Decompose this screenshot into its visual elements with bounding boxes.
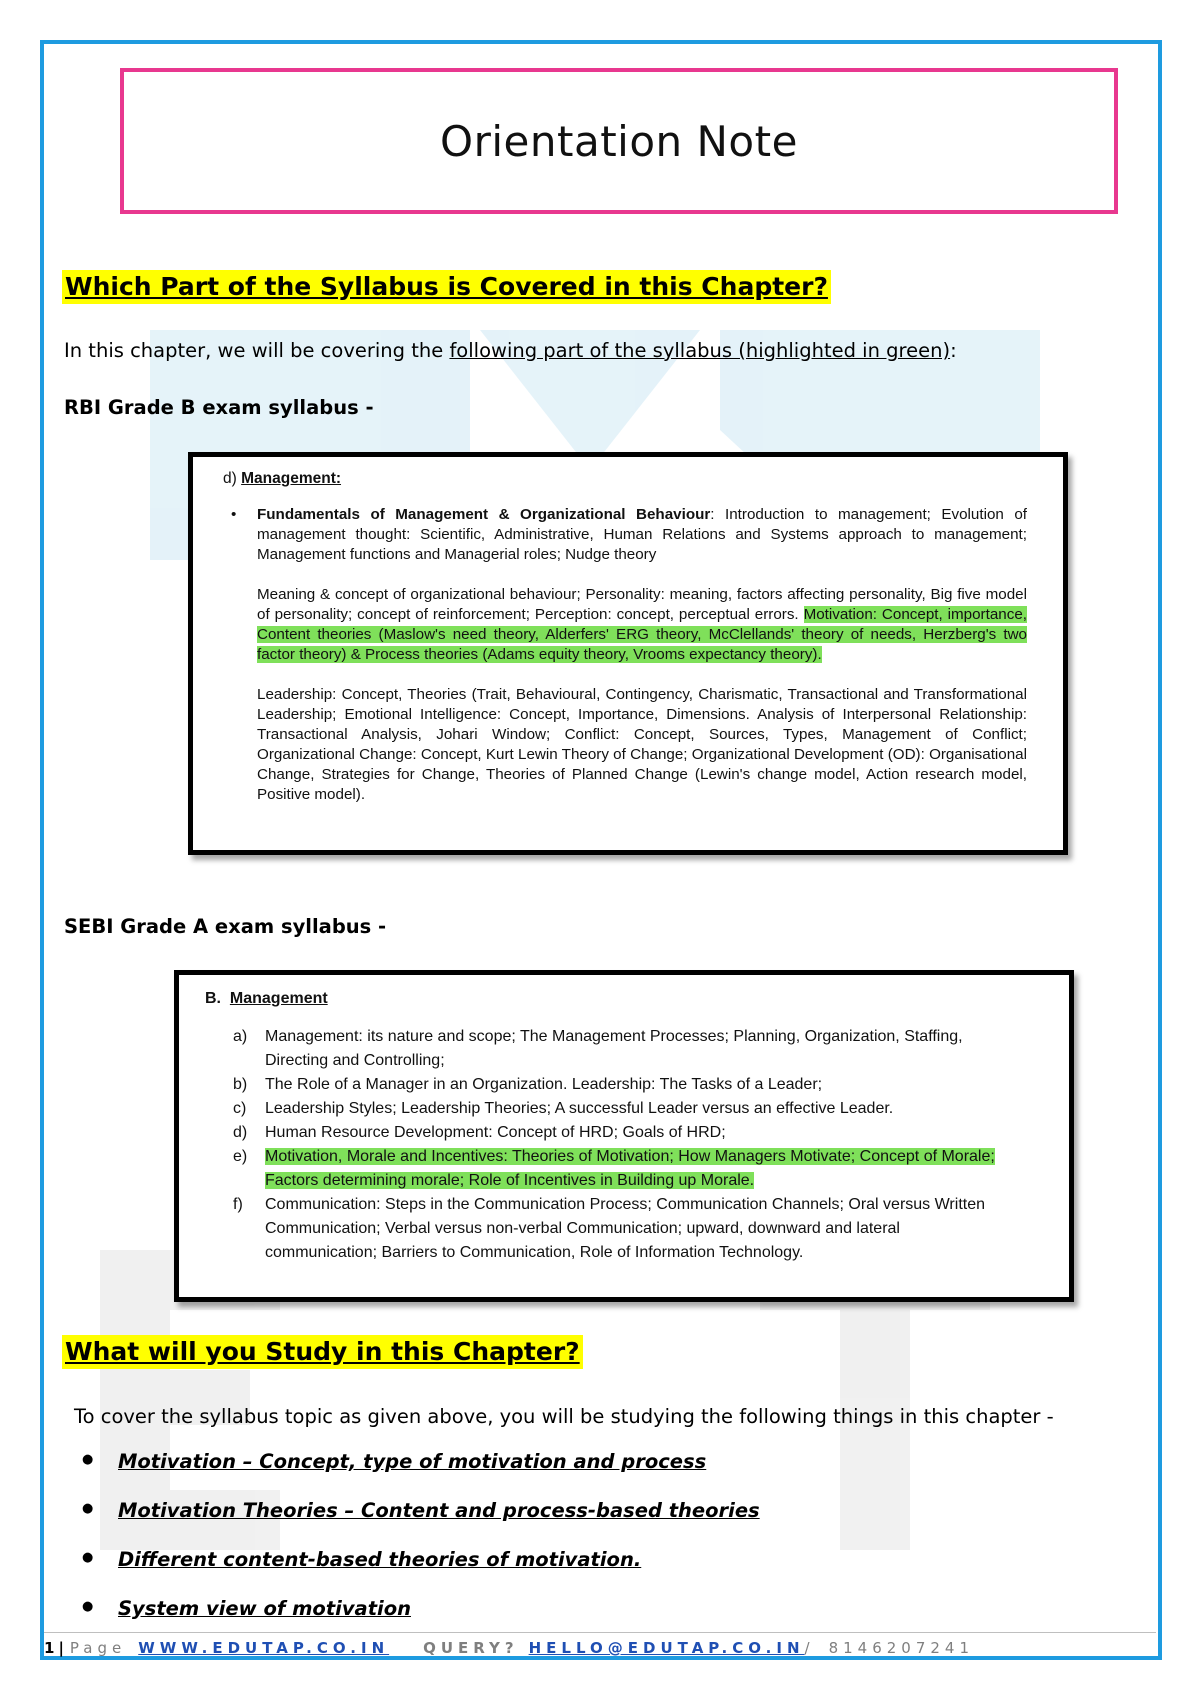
item-num: a) — [233, 1028, 248, 1045]
item-num: e) — [233, 1148, 248, 1165]
syllabus-intro — [64, 338, 957, 364]
study-heading: What will you Study in this Chapter? — [62, 1335, 583, 1369]
intro-plain: In this chapter, we will be covering the — [64, 339, 450, 362]
page-number: 1 — [44, 1639, 55, 1657]
sebi-heading-num: B. — [205, 990, 221, 1007]
email-link[interactable]: HELLO@EDUTAP.CO.IN — [528, 1639, 805, 1657]
list-item — [233, 1193, 999, 1265]
syllabus-heading: Which Part of the Syllabus is Covered in this Chapter? — [62, 270, 831, 304]
study-bullet: ● System view of motivation — [82, 1597, 760, 1646]
title-box — [120, 68, 1118, 214]
rbi-heading-text: Management: — [241, 470, 342, 487]
page-footer — [44, 1638, 1156, 1658]
rbi-para2 — [231, 585, 1027, 665]
footer-slash: / — [804, 1639, 815, 1657]
rbi-para2-plain: Meaning & concept of organizational behaviour; Personality: meaning, factors affecting personality, Big five model of personality; concept of reinforcement; Perception: concept, perceptual errors. — [257, 586, 1027, 623]
item-text: Communication: Steps in the Communication Process; Communication Channels; Oral versus Written Communication; Verbal versus non-verbal Communication; upward, downward and lateral communication; Barriers to Communication, Role of Information Technology. — [265, 1196, 985, 1261]
intro-underlined: following part of the syllabus (highlighted in green) — [449, 339, 951, 362]
study-bullet: ● Motivation – Concept, type of motivation and process — [82, 1450, 760, 1499]
rbi-syllabus-box — [188, 452, 1068, 855]
rbi-heading — [223, 469, 1027, 489]
list-item — [233, 1145, 999, 1193]
rbi-heading-num: d) — [223, 470, 237, 487]
sebi-heading — [205, 987, 999, 1011]
rbi-bullet-bold: Fundamentals of Management & Organizational Behaviour — [257, 506, 711, 523]
item-num: d) — [233, 1124, 248, 1141]
item-text-highlight: Motivation, Morale and Incentives: Theories of Motivation; How Managers Motivate; Concept of Morale; Factors determining morale; Role of Incentives in Building up Morale. — [265, 1148, 995, 1189]
list-item — [233, 1121, 999, 1145]
phone-number: 8146207241 — [828, 1639, 974, 1657]
rbi-label: RBI Grade B exam syllabus - — [64, 396, 374, 419]
page-title: Orientation Note — [440, 116, 798, 166]
sebi-list — [205, 1025, 999, 1265]
item-num: c) — [233, 1100, 247, 1117]
item-text: The Role of a Manager in an Organization. Leadership: The Tasks of a Leader; — [265, 1076, 823, 1093]
page-word: Page — [69, 1639, 127, 1657]
footer-separator: | — [58, 1639, 64, 1657]
list-item — [233, 1097, 999, 1121]
rbi-bullet-text: : Introduction to management; Evolution of management thought: Scientific, Administrative, Human Relations and Systems approach to management; Management functions and Managerial roles; Nudge theory — [257, 506, 1028, 563]
list-item — [233, 1073, 999, 1097]
list-item — [233, 1025, 999, 1073]
sebi-label: SEBI Grade A exam syllabus - — [64, 915, 387, 938]
footer-divider — [44, 1632, 1156, 1633]
website-link[interactable]: WWW.EDUTAP.CO.IN — [138, 1639, 390, 1657]
rbi-para2-highlight: Motivation: Concept, importance, Content theories (Maslow's need theory, Alderfers' ERG theory, McClellands' theory of needs, Herzberg's two factor theory) & Process theories (Adams equity theory, Vrooms expectancy theory). — [257, 606, 1027, 663]
item-text: Management: its nature and scope; The Management Processes; Planning, Organization, Staffing, Directing and Controlling; — [265, 1028, 963, 1069]
study-bullet-list — [82, 1450, 760, 1646]
item-text: Human Resource Development: Concept of HRD; Goals of HRD; — [265, 1124, 726, 1141]
study-intro: To cover the syllabus topic as given above, you will be studying the following things in this chapter - — [74, 1405, 1054, 1428]
rbi-para3: Leadership: Concept, Theories (Trait, Behavioural, Contingency, Charismatic, Transactional and Transformational Leadership; Emotional Intelligence: Concept, Importance, Dimensions. Analysis of Interpersonal Relationship: Transactional Analysis, Johari Window; Conflict: Concept, Sources, Types, Management of Conflict; Organizational Change: Concept, Kurt Lewin Theory of Change; Organizational Development (OD): Organisational Change, Strategies for Change, Theories of Planned Change (Lewin's change model, Action research model, Positive model). — [257, 686, 1027, 803]
study-bullet: ● Different content-based theories of motivation. — [82, 1548, 760, 1597]
rbi-bullet-dot: • — [231, 506, 237, 523]
rbi-bullet — [231, 505, 1027, 565]
query-label: QUERY? — [423, 1639, 519, 1657]
sebi-syllabus-box — [174, 970, 1074, 1302]
item-text: Leadership Styles; Leadership Theories; A successful Leader versus an effective Leader. — [265, 1100, 894, 1117]
sebi-heading-text: Management — [229, 990, 328, 1007]
item-num: f) — [233, 1196, 243, 1213]
study-bullet: ● Motivation Theories – Content and process-based theories — [82, 1499, 760, 1548]
item-num: b) — [233, 1076, 248, 1093]
intro-end: : — [950, 339, 957, 362]
